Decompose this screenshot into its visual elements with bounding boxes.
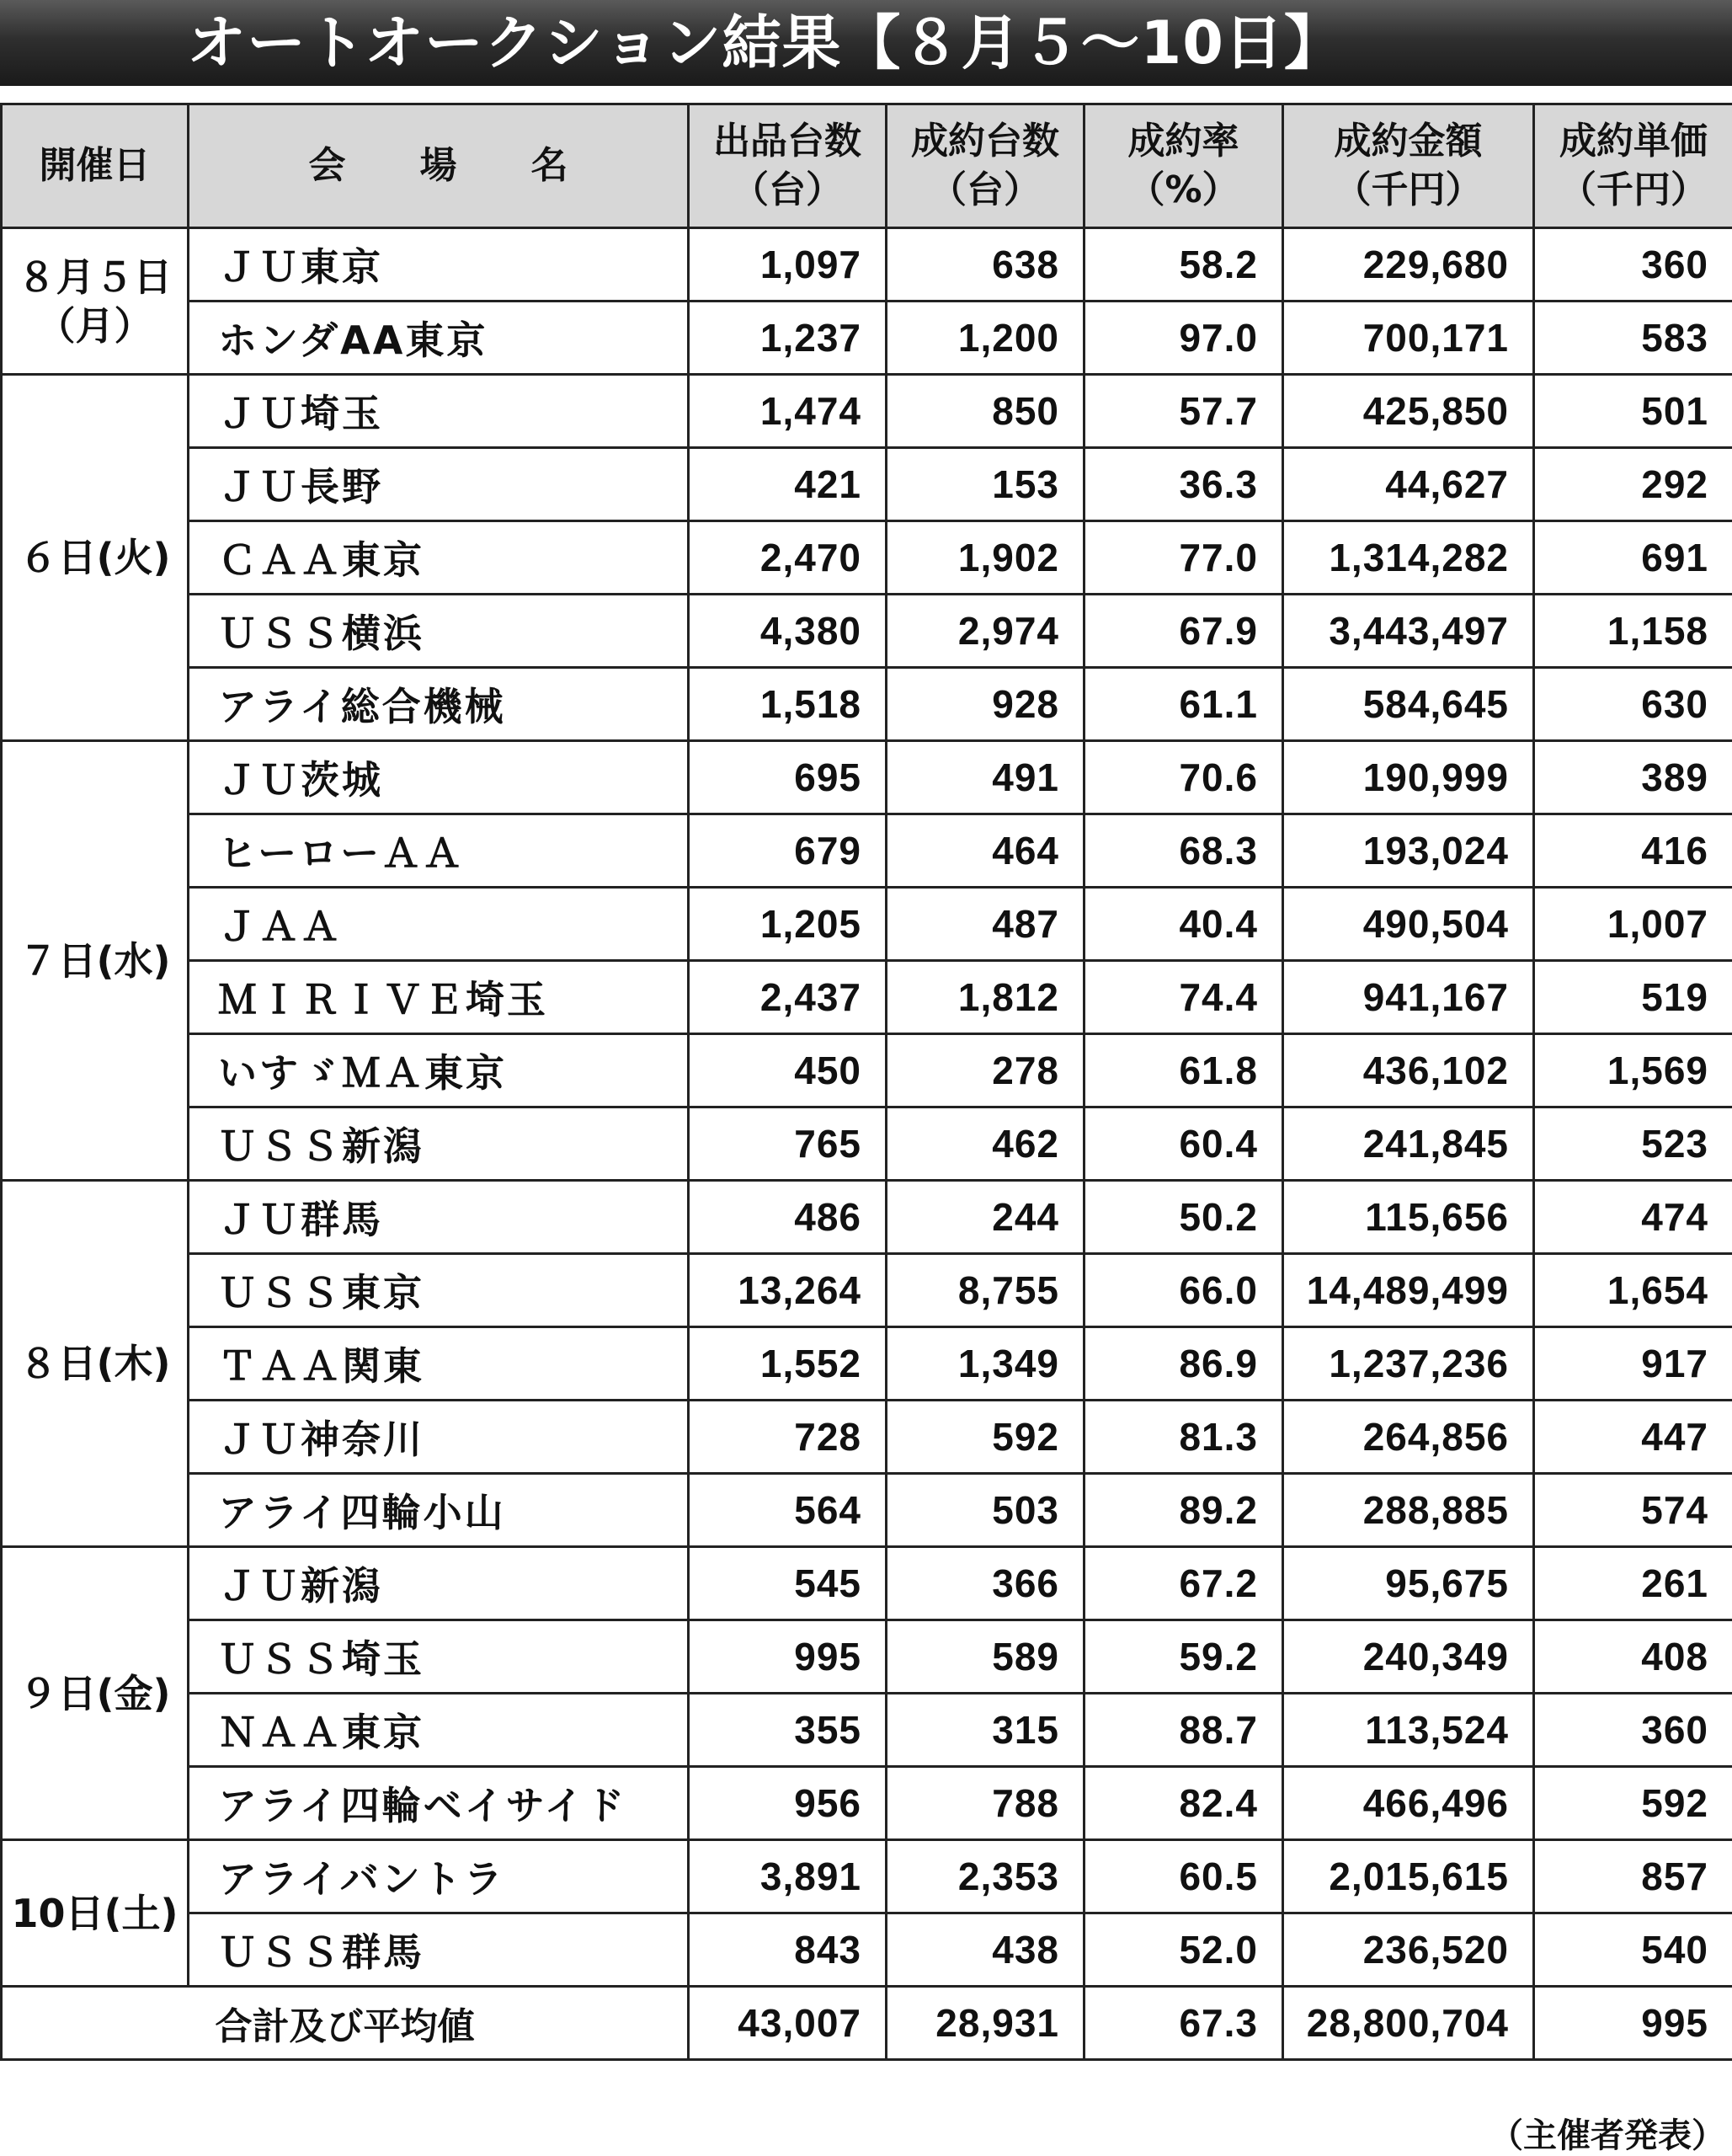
table-row	[2, 521, 1732, 595]
amount-cell: 190,999	[1283, 741, 1534, 814]
contracted-cell: 589	[887, 1620, 1084, 1694]
rate-cell: 61.8	[1084, 1034, 1283, 1107]
unit-price-cell: 501	[1534, 375, 1732, 448]
results-body	[2, 228, 1732, 1987]
venue-cell: ＪＵ埼玉	[189, 375, 689, 448]
table-row	[2, 1254, 1732, 1327]
unit-price-cell: 447	[1534, 1401, 1732, 1474]
unit-price-cell: 1,158	[1534, 595, 1732, 668]
venue-cell: ホンダAA東京	[189, 302, 689, 375]
table-row	[2, 1181, 1732, 1254]
listed-cell: 765	[689, 1107, 887, 1181]
unit-price-cell: 857	[1534, 1840, 1732, 1913]
table-row	[2, 741, 1732, 814]
amount-cell: 700,171	[1283, 302, 1534, 375]
rate-cell: 52.0	[1084, 1913, 1283, 1987]
date-line: ６日(火)	[19, 535, 171, 580]
header-listed-unit: （台）	[732, 168, 843, 211]
unit-price-cell: 416	[1534, 814, 1732, 888]
date-line: ８月５日	[17, 253, 173, 300]
table-row	[2, 1840, 1732, 1913]
amount-cell: 288,885	[1283, 1474, 1534, 1547]
table-row	[2, 1474, 1732, 1547]
rate-cell: 58.2	[1084, 228, 1283, 302]
contracted-cell: 788	[887, 1767, 1084, 1840]
table-row	[2, 1767, 1732, 1840]
table-row	[2, 302, 1732, 375]
listed-cell: 1,205	[689, 888, 887, 961]
amount-cell: 1,237,236	[1283, 1327, 1534, 1401]
rate-cell: 67.2	[1084, 1547, 1283, 1620]
unit-price-cell: 1,569	[1534, 1034, 1732, 1107]
header-row	[2, 104, 1732, 228]
listed-cell: 2,470	[689, 521, 887, 595]
total-unit-price: 995	[1534, 1987, 1732, 2060]
amount-cell: 236,520	[1283, 1913, 1534, 1987]
rate-cell: 77.0	[1084, 521, 1283, 595]
unit-price-cell: 583	[1534, 302, 1732, 375]
contracted-cell: 2,974	[887, 595, 1084, 668]
unit-price-cell: 360	[1534, 228, 1732, 302]
amount-cell: 44,627	[1283, 448, 1534, 521]
amount-cell: 113,524	[1283, 1694, 1534, 1767]
listed-cell: 843	[689, 1913, 887, 1987]
table-row	[2, 595, 1732, 668]
unit-price-cell: 408	[1534, 1620, 1732, 1694]
unit-price-cell: 523	[1534, 1107, 1732, 1181]
amount-cell: 436,102	[1283, 1034, 1534, 1107]
rate-cell: 50.2	[1084, 1181, 1283, 1254]
table-row	[2, 1620, 1732, 1694]
rate-cell: 59.2	[1084, 1620, 1283, 1694]
rate-cell: 88.7	[1084, 1694, 1283, 1767]
table-row	[2, 668, 1732, 741]
table-row	[2, 375, 1732, 448]
venue-cell: アライ総合機械	[189, 668, 689, 741]
venue-cell: ＣＡＡ東京	[189, 521, 689, 595]
total-row	[2, 1987, 1732, 2060]
amount-cell: 3,443,497	[1283, 595, 1534, 668]
table-row	[2, 1694, 1732, 1767]
date-line: ７日(水)	[19, 937, 171, 984]
rate-cell: 89.2	[1084, 1474, 1283, 1547]
contracted-cell: 1,902	[887, 521, 1084, 595]
table-row	[2, 1547, 1732, 1620]
table-row	[2, 1327, 1732, 1401]
contracted-cell: 278	[887, 1034, 1084, 1107]
rate-cell: 70.6	[1084, 741, 1283, 814]
venue-cell: ＵＳＳ横浜	[189, 595, 689, 668]
unit-price-cell: 1,654	[1534, 1254, 1732, 1327]
venue-cell: ＪＵ長野	[189, 448, 689, 521]
listed-cell: 679	[689, 814, 887, 888]
contracted-cell: 487	[887, 888, 1084, 961]
amount-cell: 584,645	[1283, 668, 1534, 741]
date-cell	[2, 1547, 189, 1840]
contracted-cell: 1,349	[887, 1327, 1084, 1401]
amount-cell: 14,489,499	[1283, 1254, 1534, 1327]
source-note: （主催者発表）	[1490, 2116, 1725, 2155]
listed-cell: 1,552	[689, 1327, 887, 1401]
unit-price-cell: 292	[1534, 448, 1732, 521]
table-row	[2, 228, 1732, 302]
amount-cell: 466,496	[1283, 1767, 1534, 1840]
contracted-cell: 1,200	[887, 302, 1084, 375]
unit-price-cell: 474	[1534, 1181, 1732, 1254]
date-line: 10日(土)	[11, 1890, 179, 1936]
table-row	[2, 1401, 1732, 1474]
venue-cell: ＪＡＡ	[189, 888, 689, 961]
date-cell	[2, 375, 189, 741]
venue-cell: ＵＳＳ新潟	[189, 1107, 689, 1181]
header-date: 開催日	[2, 104, 189, 228]
rate-cell: 81.3	[1084, 1401, 1283, 1474]
header-contracted	[887, 104, 1084, 228]
venue-cell: ＵＳＳ埼玉	[189, 1620, 689, 1694]
amount-cell: 115,656	[1283, 1181, 1534, 1254]
rate-cell: 61.1	[1084, 668, 1283, 741]
rate-cell: 57.7	[1084, 375, 1283, 448]
listed-cell: 956	[689, 1767, 887, 1840]
unit-price-cell: 574	[1534, 1474, 1732, 1547]
listed-cell: 450	[689, 1034, 887, 1107]
unit-price-cell: 691	[1534, 521, 1732, 595]
listed-cell: 13,264	[689, 1254, 887, 1327]
header-contracted-unit: （台）	[930, 168, 1041, 211]
venue-cell: ＭＩＲＩＶＥ埼玉	[189, 961, 689, 1034]
contracted-cell: 462	[887, 1107, 1084, 1181]
rate-cell: 97.0	[1084, 302, 1283, 375]
venue-cell: ＵＳＳ東京	[189, 1254, 689, 1327]
rate-cell: 86.9	[1084, 1327, 1283, 1401]
listed-cell: 995	[689, 1620, 887, 1694]
listed-cell: 4,380	[689, 595, 887, 668]
date-line: ８日(木)	[19, 1341, 171, 1386]
rate-cell: 82.4	[1084, 1767, 1283, 1840]
header-amount	[1283, 104, 1534, 228]
contracted-cell: 315	[887, 1694, 1084, 1767]
total-label: 合計及び平均値	[2, 1987, 689, 2060]
contracted-cell: 8,755	[887, 1254, 1084, 1327]
listed-cell: 1,237	[689, 302, 887, 375]
table-row	[2, 448, 1732, 521]
amount-cell: 241,845	[1283, 1107, 1534, 1181]
table-row	[2, 814, 1732, 888]
table-row	[2, 1034, 1732, 1107]
rate-cell: 40.4	[1084, 888, 1283, 961]
header-listed	[689, 104, 887, 228]
listed-cell: 3,891	[689, 1840, 887, 1913]
venue-cell: ＪＵ新潟	[189, 1547, 689, 1620]
header-amount-label: 成約金額	[1334, 120, 1483, 163]
contracted-cell: 592	[887, 1401, 1084, 1474]
listed-cell: 1,518	[689, 668, 887, 741]
listed-cell: 1,474	[689, 375, 887, 448]
listed-cell: 355	[689, 1694, 887, 1767]
amount-cell: 240,349	[1283, 1620, 1534, 1694]
date-cell	[2, 1181, 189, 1547]
rate-cell: 60.4	[1084, 1107, 1283, 1181]
contracted-cell: 464	[887, 814, 1084, 888]
venue-cell: いすゞＭＡ東京	[189, 1034, 689, 1107]
amount-cell: 1,314,282	[1283, 521, 1534, 595]
header-venue: 会 場 名	[189, 104, 689, 228]
venue-cell: ＪＵ東京	[189, 228, 689, 302]
table-row	[2, 1107, 1732, 1181]
table-row	[2, 961, 1732, 1034]
unit-price-cell: 389	[1534, 741, 1732, 814]
amount-cell: 425,850	[1283, 375, 1534, 448]
contracted-cell: 244	[887, 1181, 1084, 1254]
rate-cell: 66.0	[1084, 1254, 1283, 1327]
venue-cell: ＪＵ茨城	[189, 741, 689, 814]
unit-price-cell: 1,007	[1534, 888, 1732, 961]
table-row	[2, 888, 1732, 961]
total-rate: 67.3	[1084, 1987, 1283, 2060]
contracted-cell: 928	[887, 668, 1084, 741]
rate-cell: 36.3	[1084, 448, 1283, 521]
contracted-cell: 366	[887, 1547, 1084, 1620]
amount-cell: 2,015,615	[1283, 1840, 1534, 1913]
date-line: （月）	[36, 302, 153, 349]
header-unit-price-label: 成約単価	[1559, 120, 1708, 163]
date-cell	[2, 228, 189, 375]
unit-price-cell: 630	[1534, 668, 1732, 741]
venue-cell: ＪＵ神奈川	[189, 1401, 689, 1474]
listed-cell: 1,097	[689, 228, 887, 302]
listed-cell: 545	[689, 1547, 887, 1620]
amount-cell: 490,504	[1283, 888, 1534, 961]
contracted-cell: 438	[887, 1913, 1084, 1987]
rate-cell: 74.4	[1084, 961, 1283, 1034]
venue-cell: ＮＡＡ東京	[189, 1694, 689, 1767]
listed-cell: 728	[689, 1401, 887, 1474]
unit-price-cell: 540	[1534, 1913, 1732, 1987]
header-rate-label: 成約率	[1127, 120, 1239, 163]
amount-cell: 264,856	[1283, 1401, 1534, 1474]
contracted-cell: 850	[887, 375, 1084, 448]
total-listed: 43,007	[689, 1987, 887, 2060]
listed-cell: 421	[689, 448, 887, 521]
contracted-cell: 491	[887, 741, 1084, 814]
total-contracted: 28,931	[887, 1987, 1084, 2060]
header-unit-price-unit: （千円）	[1559, 168, 1708, 211]
amount-cell: 95,675	[1283, 1547, 1534, 1620]
venue-cell: アライバントラ	[189, 1840, 689, 1913]
date-line: ９日(金)	[19, 1670, 171, 1716]
contracted-cell: 1,812	[887, 961, 1084, 1034]
listed-cell: 695	[689, 741, 887, 814]
listed-cell: 564	[689, 1474, 887, 1547]
rate-cell: 68.3	[1084, 814, 1283, 888]
venue-cell: アライ四輪小山	[189, 1474, 689, 1547]
header-listed-label: 出品台数	[713, 120, 861, 163]
date-cell	[2, 1840, 189, 1987]
unit-price-cell: 360	[1534, 1694, 1732, 1767]
unit-price-cell: 917	[1534, 1327, 1732, 1401]
contracted-cell: 153	[887, 448, 1084, 521]
page-title: オートオークション結果【８月５～10日】	[187, 8, 1344, 77]
venue-cell: ＪＵ群馬	[189, 1181, 689, 1254]
header-contracted-label: 成約台数	[911, 120, 1059, 163]
contracted-cell: 638	[887, 228, 1084, 302]
contracted-cell: 2,353	[887, 1840, 1084, 1913]
header-unit-price	[1534, 104, 1732, 228]
amount-cell: 229,680	[1283, 228, 1534, 302]
table-row	[2, 1913, 1732, 1987]
header-rate	[1084, 104, 1283, 228]
rate-cell: 67.9	[1084, 595, 1283, 668]
venue-cell: アライ四輪ベイサイド	[189, 1767, 689, 1840]
contracted-cell: 503	[887, 1474, 1084, 1547]
listed-cell: 486	[689, 1181, 887, 1254]
venue-cell: ヒーローＡＡ	[189, 814, 689, 888]
total-amount: 28,800,704	[1283, 1987, 1534, 2060]
unit-price-cell: 261	[1534, 1547, 1732, 1620]
amount-cell: 193,024	[1283, 814, 1534, 888]
unit-price-cell: 592	[1534, 1767, 1732, 1840]
header-rate-unit: （%）	[1127, 168, 1239, 211]
title-bar	[0, 0, 1732, 86]
amount-cell: 941,167	[1283, 961, 1534, 1034]
unit-price-cell: 519	[1534, 961, 1732, 1034]
header-amount-unit: （千円）	[1334, 168, 1483, 211]
venue-cell: ＵＳＳ群馬	[189, 1913, 689, 1987]
rate-cell: 60.5	[1084, 1840, 1283, 1913]
listed-cell: 2,437	[689, 961, 887, 1034]
venue-cell: ＴＡＡ関東	[189, 1327, 689, 1401]
date-cell	[2, 741, 189, 1181]
auction-results-table	[0, 103, 1732, 2061]
